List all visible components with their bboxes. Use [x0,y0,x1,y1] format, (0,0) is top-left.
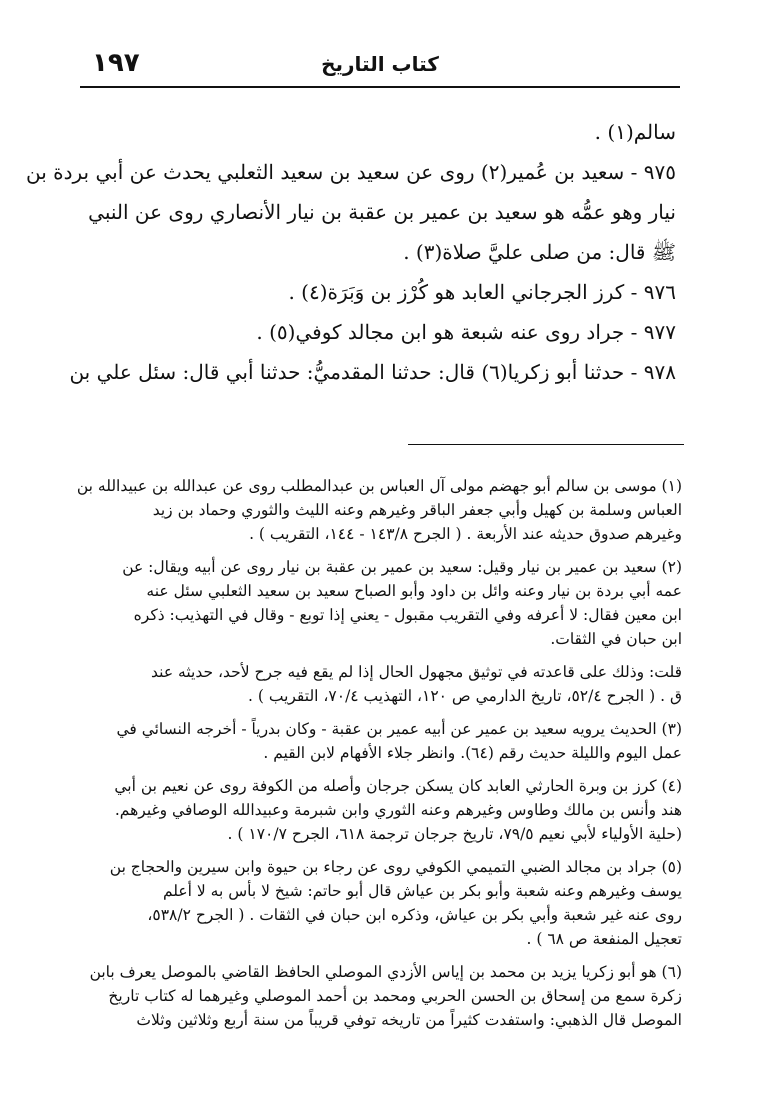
footnote-line: وغيرهم صدوق حديثه عند الأربعة . ( الجرح ١٤٣/٨ - ١٤٤، التقريب ) . [249,525,682,543]
footnote-line: (٢) سعيد بن عمير بن نيار وقيل: سعيد بن عمير بن عقبة بن نيار روى عن أبيه ويقال: عن [122,558,682,576]
footnote-separator [408,444,684,445]
footnote-line: (٦) هو أبو زكريا يزيد بن محمد بن إياس الأزدي الموصلي الحافظ القاضي بالموصل يعرف بابن [89,963,682,981]
footnote-line: (٣) الحديث يرويه سعيد بن عمير عن أبيه عمير بن عقبة - وكان بدرياً - أخرجه النسائي في [116,720,682,738]
footnotes [76,474,682,1032]
footnote-line: روى عنه غير شعبة وأبي بكر بن عياش، وذكره ابن حبان في الثقات . ( الجرح ٥٣٨/٢، [147,906,682,924]
header-rule [80,86,680,88]
footnote-line: ق . ( الجرح ٥٢/٤، تاريخ الدارمي ص ١٢٠، التهذيب ٧٠/٤، التقريب ) . [248,687,682,705]
main-text-line: ﷺ قال: من صلى عليَّ صلاة(٣) . [403,240,676,264]
main-text-line: ٩٧٨ - حدثنا أبو زكريا(٦) قال: حدثنا المقدميُّ: حدثنا أبي قال: سئل علي بن [69,360,676,384]
main-text-line: ٩٧٥ - سعيد بن عُمير(٢) روى عن سعيد بن سعيد الثعلبي يحدث عن أبي بردة بن [25,160,676,184]
footnote-line: (١) موسى بن سالم أبو جهضم مولى آل العباس بن عبدالمطلب روى عن عبدالله بن عبيدالله بن [76,477,682,495]
footnote-line: عمه أبي بردة بن نيار وعنه وائل بن داود وأبو الصباح سعيد بن سعيد الثعلبي سئل عنه [146,582,682,600]
footnote-line: العباس وسلمة بن كهيل وأبي جعفر الباقر وغيرهم وعنه الليث والثوري وحماد بن زيد [152,501,682,519]
page-number: ١٩٧ [92,48,140,78]
footnote-line: ابن حبان في الثقات. [550,630,682,648]
footnote-line: هند وأنس بن مالك وطاوس وغيرهم وعنه الثوري وابن شبرمة وعبيدالله الوصافي وغيرهم. [114,801,682,819]
footnote-line: (٤) كرز بن وبرة الحارثي العابد كان يسكن جرجان وأصله من الكوفة روى عن نعيم بن أبي [114,777,682,795]
main-text-line: نيار وهو عمُّه هو سعيد بن عمير بن عقبة بن نيار الأنصاري روى عن النبي [88,200,676,224]
footnote-line: تعجيل المنفعة ص ٦٨ ) . [526,930,682,948]
footnote-line: ابن معين فقال: لا أعرفه وفي التقريب مقبول - يعني إذا توبع - وقال في التهذيب: ذكره [133,606,682,624]
main-text-line: سالم(١) . [594,120,676,144]
footnote-line: زكرة سمع من إسحاق بن الحسن الحربي ومحمد بن أحمد الموصلي وغيرهما له كتاب تاريخ [108,987,682,1005]
footnote-line: عمل اليوم والليلة حديث رقم (٦٤). وانظر جلاء الأفهام لابن القيم . [263,744,682,762]
main-text-line: ٩٧٧ - جراد روى عنه شبعة هو ابن مجالد كوفي(٥) . [256,320,676,344]
footnote-line: قلت: وذلك على قاعدته في توثيق مجهول الحال إذا لم يقع فيه جرح لأحد، حديثه عند [151,663,682,681]
footnote-line: الموصل قال الذهبي: واستفدت كثيراً من تاريخه توفي قريباً من سنة أربع وثلاثين وثلاث [136,1011,682,1029]
footnote-line: (٥) جراد بن مجالد الضبي التميمي الكوفي روى عن رجاء بن حيوة وابن سيرين والحجاج بن [109,858,682,876]
main-text [25,112,676,392]
main-text-line: ٩٧٦ - كرز الجرجاني العابد هو كُرْز بن وَبَرَة(٤) . [288,280,676,304]
running-header-title: كتاب التاريخ [321,52,439,76]
footnote-line: (حلية الأولياء لأبي نعيم ٧٩/٥، تاريخ جرجان ترجمة ٦١٨، الجرح ١٧٠/٧ ) . [227,825,682,843]
footnote-line: يوسف وغيرهم وعنه شعبة وأبو بكر بن عياش قال أبو حاتم: شيخ لا بأس به لا أعلم [162,882,682,900]
